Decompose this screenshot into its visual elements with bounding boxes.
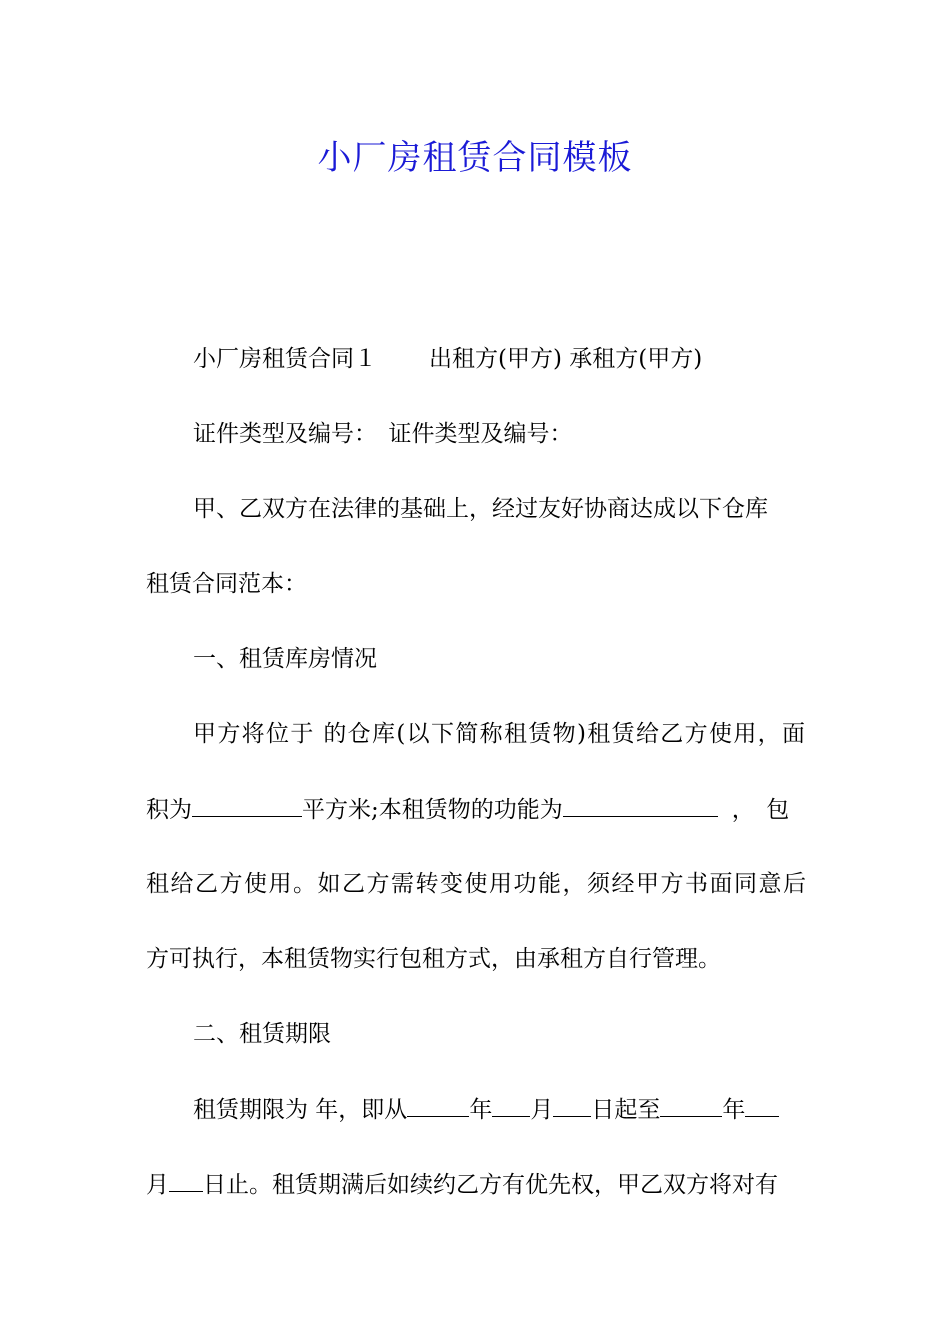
section2-line-1 — [193, 1094, 853, 1125]
parties-text: 出租方(甲方) 承租方(甲方) — [429, 346, 703, 372]
end-day-blank — [169, 1169, 203, 1192]
area-blank — [192, 794, 302, 817]
section2-line-2 — [146, 1169, 806, 1200]
id-type-line: 证件类型及编号： 证件类型及编号： — [193, 421, 573, 447]
month-label-2: 月 — [146, 1172, 169, 1198]
contract-number-text: 小厂房租赁合同１ — [193, 346, 377, 372]
start-month-blank — [492, 1094, 530, 1117]
year-label: 年 — [469, 1097, 493, 1123]
paragraph-parties — [193, 344, 853, 374]
section-heading-1: 一、租赁库房情况 — [193, 646, 377, 672]
section-heading-2: 二、租赁期限 — [193, 1021, 331, 1047]
section1-line-1: 甲方将位于 的仓库(以下简称租赁物)租赁给乙方使用，面 — [193, 721, 805, 747]
section1-line-3: 租给乙方使用。如乙方需转变使用功能，须经甲方书面同意后 — [146, 871, 806, 897]
function-label: 平方米;本租赁物的功能为 — [302, 797, 563, 823]
end-year-blank — [660, 1094, 722, 1117]
month-label: 月 — [530, 1097, 554, 1123]
intro-line-2: 租赁合同范本： — [146, 571, 307, 597]
section1-line-2 — [146, 794, 806, 825]
section1-line-4: 方可执行，本租赁物实行包租方式，由承租方自行管理。 — [146, 946, 721, 972]
start-day-blank — [553, 1094, 591, 1117]
until-text: 日起至 — [591, 1097, 661, 1123]
year-label-2: 年 — [722, 1097, 746, 1123]
function-blank — [563, 794, 718, 817]
area-label: 积为 — [146, 797, 192, 823]
end-month-blank — [745, 1094, 779, 1117]
document-title: 小厂房租赁合同模板 — [317, 138, 633, 178]
renewal-text: 日止。租赁期满后如续约乙方有优先权，甲乙双方将对有 — [203, 1172, 778, 1198]
term-text: 租赁期限为 年，即从 — [193, 1097, 408, 1123]
intro-line-1: 甲、乙双方在法律的基础上，经过友好协商达成以下仓库 — [193, 496, 768, 522]
start-year-blank — [407, 1094, 469, 1117]
lease-text: ， 包 — [731, 797, 790, 823]
